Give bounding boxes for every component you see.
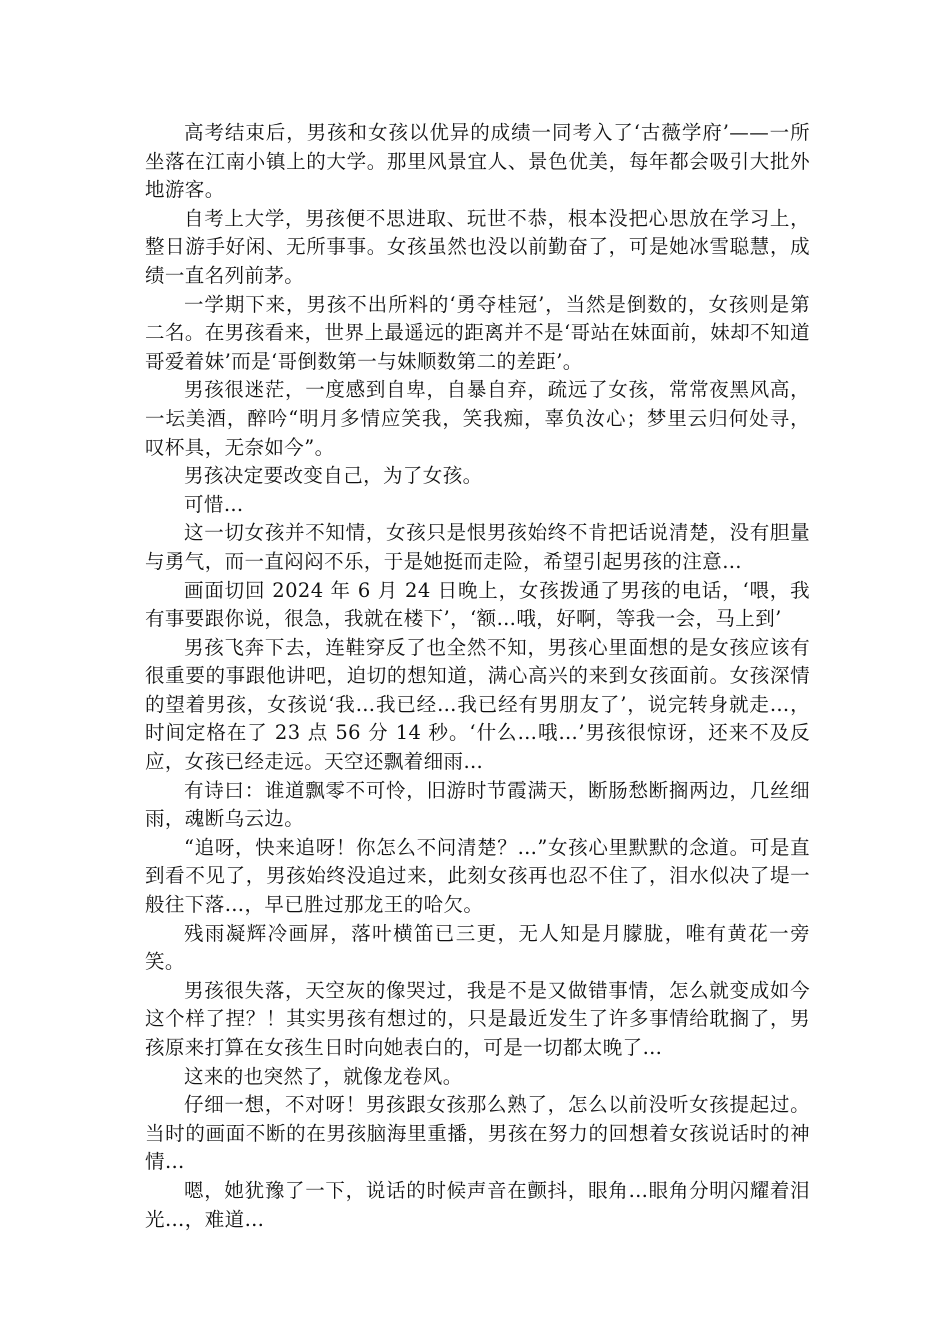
paragraph: 这来的也突然了，就像龙卷风。 [184, 1064, 463, 1088]
paragraph: 高考结束后，男孩和女孩以优异的成绩一同考入了‘古薇学府’——一所坐落在江南小镇上的大学。那里风景宜人、景色优美，每年都会吸引大批外地游客。 [145, 121, 810, 202]
paragraph: 男孩决定要改变自己，为了女孩。 [184, 464, 483, 488]
paragraph: 自考上大学，男孩便不思进取、玩世不恭，根本没把心思放在学习上，整日游手好闲、无所事事。女孩虽然也没以前勤奋了，可是她冰雪聪慧，成绩一直名列前茅。 [145, 206, 810, 287]
paragraph: 这一切女孩并不知情，女孩只是恨男孩始终不肯把话说清楚，没有胆量与勇气，而一直闷闷不乐，于是她挺而走险，希望引起男孩的注意… [145, 521, 810, 573]
paragraph: 男孩很迷茫，一度感到自卑，自暴自弃，疏远了女孩，常常夜黑风高，一坛美酒，醉吟“明月多情应笑我，笑我痴，辜负汝心；梦里云归何处寻，叹杯具，无奈如今”。 [145, 378, 810, 459]
paragraph: 可惜… [184, 492, 244, 516]
paragraph: “追呀，快来追呀！你怎么不问清楚？…”女孩心里默默的念道。可是直到看不见了，男孩始终没追过来，此刻女孩再也忍不住了，泪水似决了堤一般往下落…，早已胜过那龙王的哈欠。 [145, 835, 810, 917]
paragraph: 一学期下来，男孩不出所料的‘勇夺桂冠’，当然是倒数的，女孩则是第二名。在男孩看来，世界上最遥远的距离并不是‘哥站在妹面前，妹却不知道哥爱着妹’而是‘哥倒数第一与妹顺数第二的差距’。 [145, 292, 810, 373]
paragraph: 画面切回 2024 年 6 月 24 日晚上，女孩拨通了男孩的电话，‘喂，我有事要跟你说，很急，我就在楼下’，‘额…哦，好啊，等我一会，马上到’ [145, 578, 810, 631]
paragraph: 仔细一想，不对呀！男孩跟女孩那么熟了，怎么以前没听女孩提起过。当时的画面不断的在男孩脑海里重播，男孩在努力的回想着女孩说话时的神情… [145, 1093, 810, 1174]
paragraph: 男孩很失落，天空灰的像哭过，我是不是又做错事情，怎么就变成如今这个样了捏？！其实男孩有想过的，只是最近发生了许多事情给耽搁了，男孩原来打算在女孩生日时向她表白的，可是一切都太晚了… [145, 978, 810, 1059]
paragraph: 有诗曰：谁道飘零不可怜，旧游时节霞满天，断肠愁断搁两边，几丝细雨，魂断乌云边。 [145, 778, 810, 831]
paragraph: 嗯，她犹豫了一下，说话的时候声音在颤抖，眼角…眼角分明闪耀着泪光…，难道… [145, 1178, 810, 1231]
story-text [145, 119, 810, 1234]
paragraph: 残雨凝辉冷画屏，落叶横笛已三更，无人知是月朦胧，唯有黄花一旁笑。 [145, 921, 810, 974]
paragraph: 男孩飞奔下去，连鞋穿反了也全然不知，男孩心里面想的是女孩应该有很重要的事跟他讲吧，迫切的想知道，满心高兴的来到女孩面前。女孩深情的望着男孩，女孩说‘我…我已经…我已经有男朋友了’，说完转身就走…，时间定格在了 23 点 56 分 14 秒。‘什么…哦…’男孩很惊讶，还来不及反应，女孩已经走远。天空还飘着细雨… [145, 635, 810, 774]
